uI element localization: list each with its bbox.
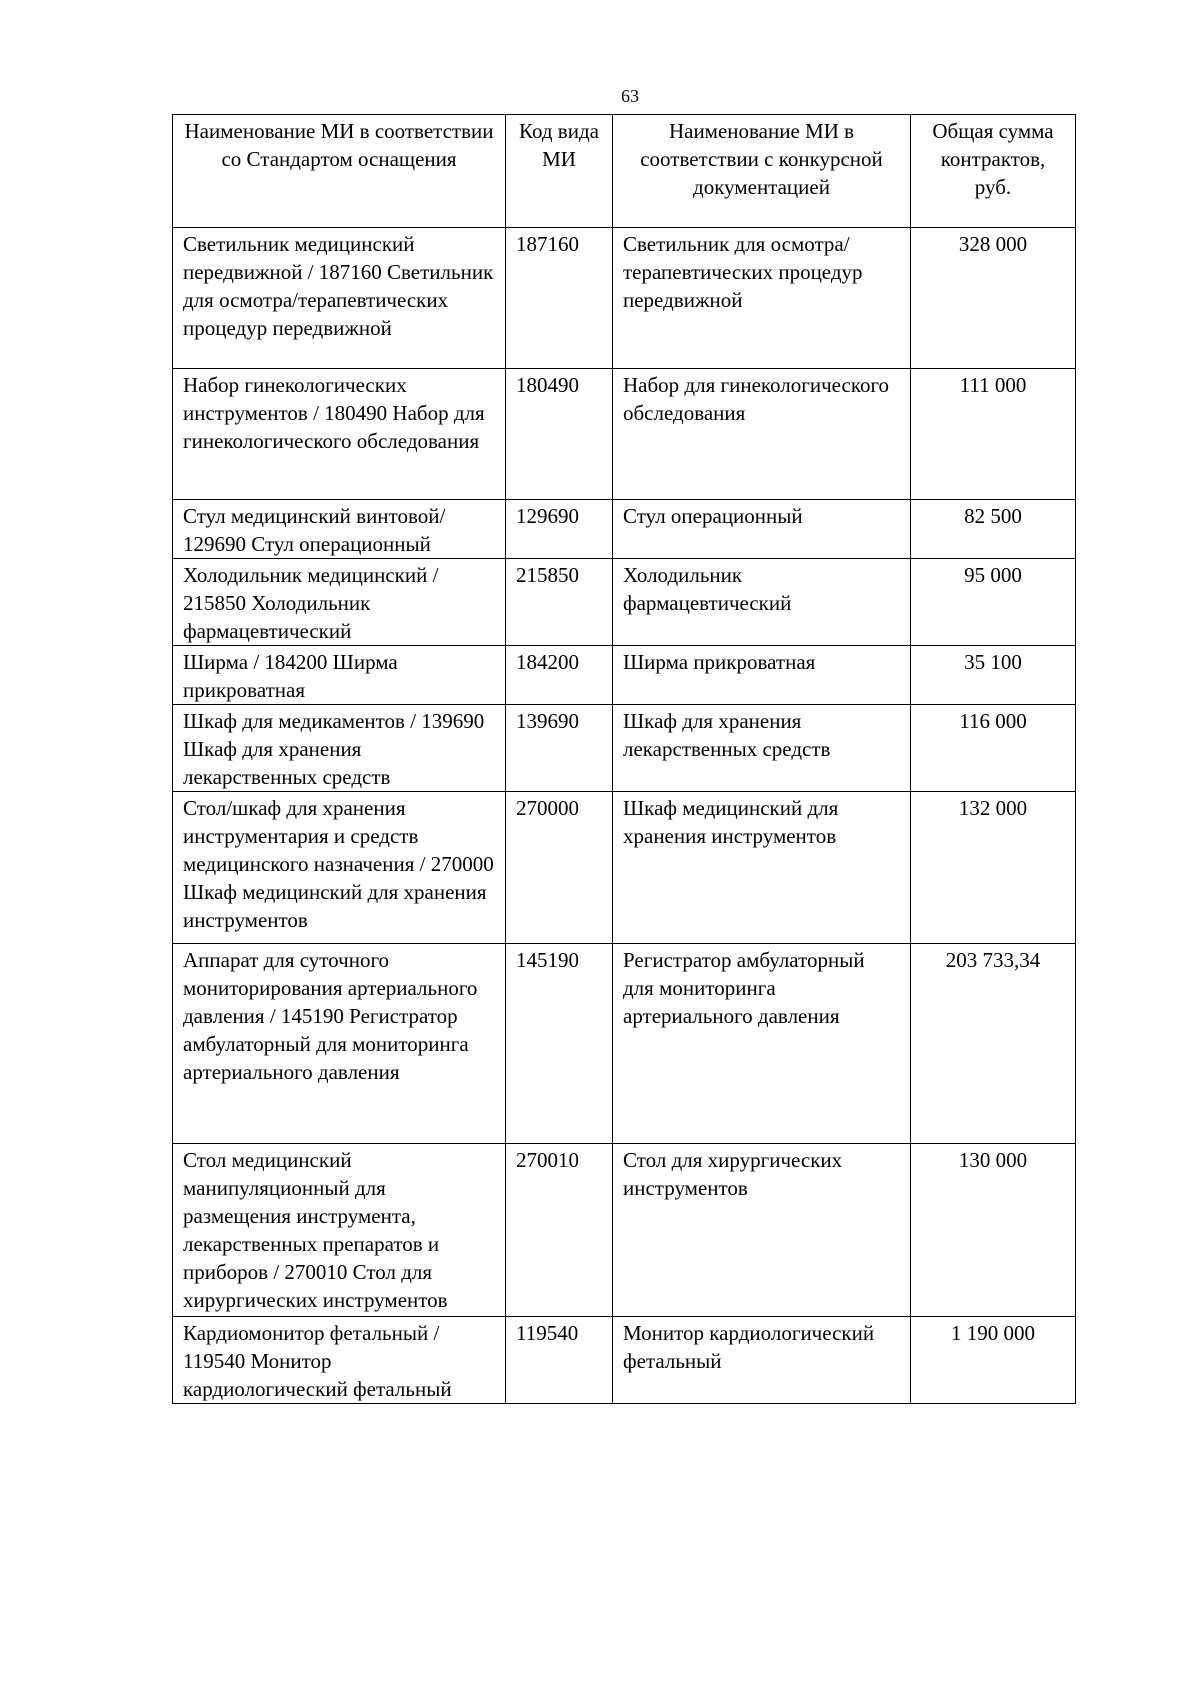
cell-code: 270010 [506,1144,613,1317]
cell-code: 119540 [506,1317,613,1404]
table-row [173,1317,1076,1404]
cell-code: 184200 [506,646,613,705]
table-row [173,705,1076,792]
page-number: 63 [621,86,639,106]
cell-tender-name: Стул операционный [613,500,911,559]
cell-sum: 1 190 000 [911,1317,1076,1404]
table-row [173,228,1076,369]
cell-sum: 111 000 [911,369,1076,500]
cell-tender-name: Холодильник фармацевтический [613,559,911,646]
equipment-table [172,114,1076,1404]
table-header-row [173,115,1076,228]
table-row [173,369,1076,500]
table-row [173,1144,1076,1317]
cell-sum: 95 000 [911,559,1076,646]
cell-code: 270000 [506,792,613,944]
header-sum: Общая сумма контрактов, руб. [911,115,1076,228]
cell-standard-name: Ширма / 184200 Ширма прикроватная [173,646,506,705]
cell-code: 187160 [506,228,613,369]
cell-code: 145190 [506,944,613,1144]
cell-standard-name: Холодильник медицинский / 215850 Холодильник фармацевтический [173,559,506,646]
table-row [173,559,1076,646]
cell-sum: 132 000 [911,792,1076,944]
cell-sum: 203 733,34 [911,944,1076,1144]
cell-sum: 130 000 [911,1144,1076,1317]
cell-sum: 116 000 [911,705,1076,792]
cell-sum: 35 100 [911,646,1076,705]
header-tender-name: Наименование МИ в соответствии с конкурсной документацией [613,115,911,228]
cell-tender-name: Регистратор амбулаторный для мониторинга артериального давления [613,944,911,1144]
cell-standard-name: Шкаф для медикаментов / 139690 Шкаф для хранения лекарственных средств [173,705,506,792]
cell-tender-name: Шкаф для хранения лекарственных средств [613,705,911,792]
cell-standard-name: Аппарат для суточного мониторирования артериального давления / 145190 Регистратор амбулаторный для мониторинга артериального давления [173,944,506,1144]
cell-tender-name: Ширма прикроватная [613,646,911,705]
table-row [173,646,1076,705]
cell-code: 180490 [506,369,613,500]
header-standard-name: Наименование МИ в соответствии со Стандартом оснащения [173,115,506,228]
cell-tender-name: Набор для гинекологического обследования [613,369,911,500]
cell-tender-name: Монитор кардиологический фетальный [613,1317,911,1404]
table-row [173,500,1076,559]
header-code: Код вида МИ [506,115,613,228]
cell-code: 129690 [506,500,613,559]
cell-standard-name: Набор гинекологических инструментов / 180490 Набор для гинекологического обследования [173,369,506,500]
cell-tender-name: Шкаф медицинский для хранения инструментов [613,792,911,944]
cell-tender-name: Светильник для осмотра/терапевтических процедур передвижной [613,228,911,369]
cell-standard-name: Стол медицинский манипуляционный для размещения инструмента, лекарственных препаратов и приборов / 270010 Стол для хирургических инструментов [173,1144,506,1317]
table-row [173,944,1076,1144]
table-row [173,792,1076,944]
cell-standard-name: Стул медицинский винтовой/ 129690 Стул операционный [173,500,506,559]
cell-standard-name: Кардиомонитор фетальный / 119540 Монитор кардиологический фетальный [173,1317,506,1404]
cell-code: 139690 [506,705,613,792]
cell-standard-name: Стол/шкаф для хранения инструментария и средств медицинского назначения / 270000 Шкаф медицинский для хранения инструментов [173,792,506,944]
cell-tender-name: Стол для хирургических инструментов [613,1144,911,1317]
cell-sum: 82 500 [911,500,1076,559]
cell-standard-name: Светильник медицинский передвижной / 187160 Светильник для осмотра/терапевтических процедур передвижной [173,228,506,369]
cell-sum: 328 000 [911,228,1076,369]
cell-code: 215850 [506,559,613,646]
